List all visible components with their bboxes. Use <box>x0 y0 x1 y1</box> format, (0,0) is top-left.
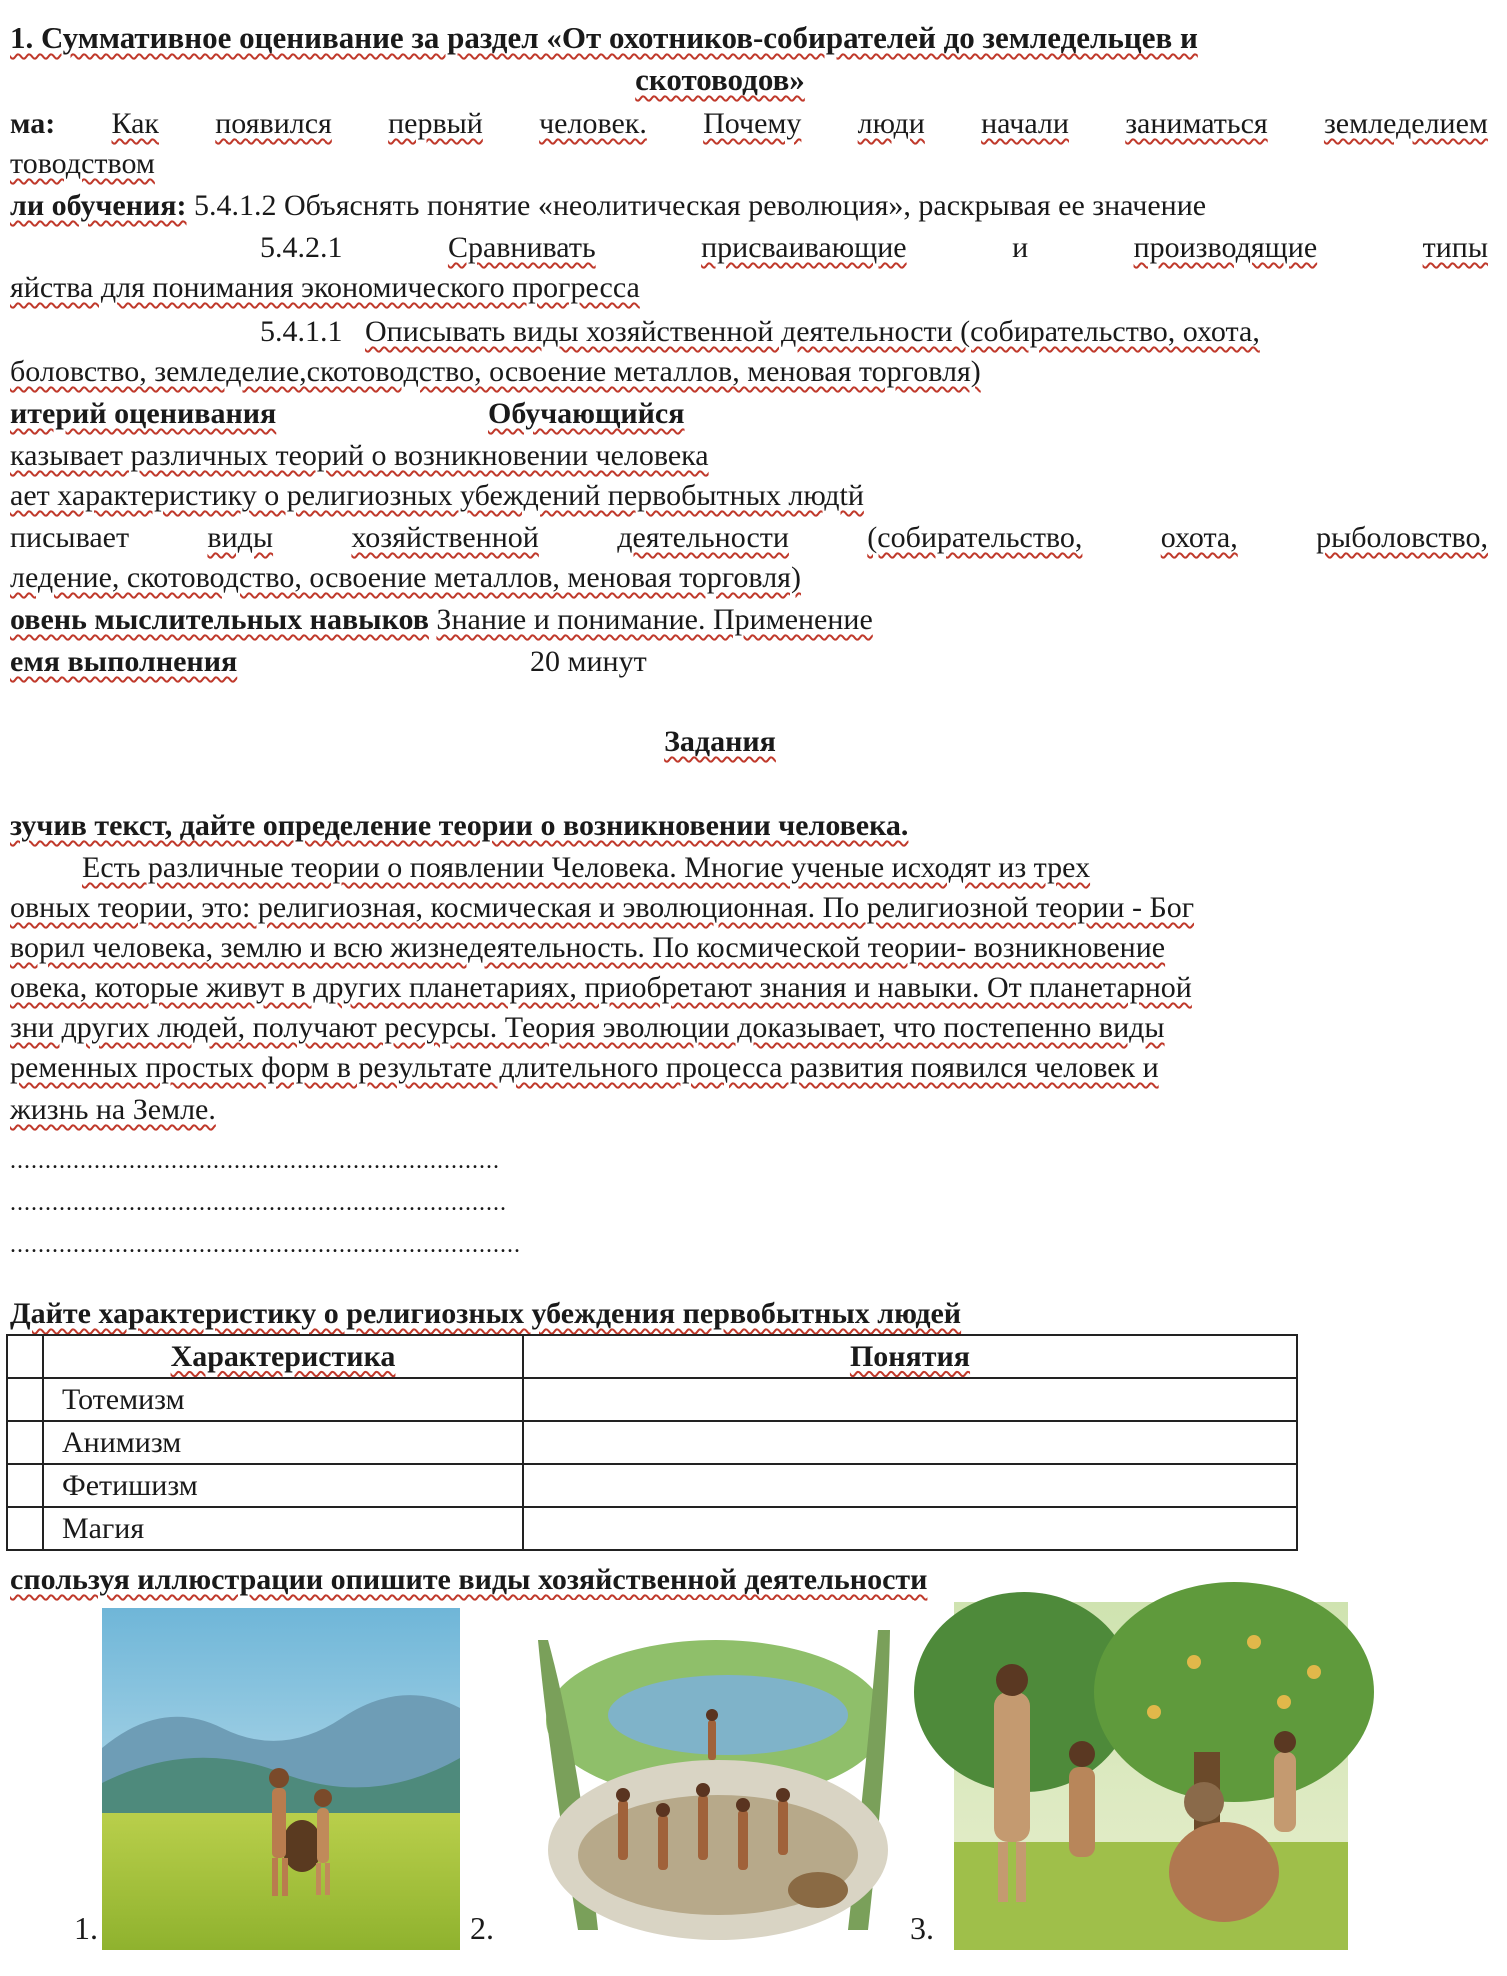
answer-cell[interactable] <box>523 1378 1297 1421</box>
task-1-text-line <box>10 888 1194 928</box>
goals-line-2 <box>260 228 1488 268</box>
goals-line-3-cont <box>10 352 981 392</box>
tasks-heading <box>0 722 1440 762</box>
task-1-heading-text: зучив текст, дайте определение теории о возникновении человека. <box>10 809 909 842</box>
learner-label-text: Обучающийся <box>488 397 685 430</box>
goal-2-cont: яйства для понимания экономического прогресса <box>10 271 640 304</box>
criterion-1 <box>10 436 709 476</box>
goal-3-code: 5.4.1.1 <box>260 315 343 348</box>
topic-word: земледелием <box>1323 107 1488 140</box>
task-1-text: ворил человека, землю и всю жизнедеятельность. По космической теории- возникновение <box>10 931 1166 964</box>
table-header-cell <box>7 1335 43 1378</box>
answer-cell[interactable] <box>523 1507 1297 1550</box>
table-header-cell <box>523 1335 1297 1378</box>
criterion-3-cont-text: ледение, скотоводство, освоение металлов, меновая торговля) <box>10 561 801 594</box>
table-cell: Фетишизм <box>43 1464 523 1507</box>
table-cell <box>7 1464 43 1507</box>
task-1-text-line <box>10 968 1192 1008</box>
table-cell <box>7 1421 43 1464</box>
goal-2-word: Сравнивать <box>447 231 596 264</box>
task-1-text: овека, которые живут в других планетариях, приобретают знания и навыки. От планетарной <box>10 971 1192 1004</box>
task-1-text-line <box>10 1090 216 1130</box>
table-cell: Магия <box>43 1507 523 1550</box>
task-1-text: овных теории, это: религиозная, космическая и эволюционная. По религиозной теории - Бог <box>10 891 1195 924</box>
goal-2-word: и <box>1012 231 1029 264</box>
illustration-label: 1. <box>74 1910 98 1946</box>
table-header-cell <box>43 1335 523 1378</box>
topic-word: Почему <box>703 107 802 140</box>
criterion-3-word: охота, <box>1160 521 1238 554</box>
learner-label <box>488 394 684 434</box>
topic-word: первый <box>388 107 483 140</box>
task-1-text-line <box>82 848 1090 888</box>
task-2-heading-text: Дайте характеристику о религиозных убеждения первобытных людей <box>10 1297 962 1330</box>
criterion-3 <box>10 518 1488 558</box>
table-row <box>7 1507 1297 1550</box>
goal-2-word: типы <box>1422 231 1488 264</box>
time-value-text: 20 минут <box>530 645 647 678</box>
skills-value: Знание и понимание. Применение <box>436 603 873 636</box>
topic-word: заниматься <box>1125 107 1268 140</box>
table-row <box>7 1421 1297 1464</box>
goal-3-cont: боловство, земледелие,скотоводство, освоение металлов, меновая торговля) <box>10 355 981 388</box>
table-cell <box>7 1378 43 1421</box>
criterion-3-word: хозяйственной <box>351 521 539 554</box>
task-1-text: зни других людей, получают ресурсы. Теория эволюции доказывает, что постепенно виды <box>10 1011 1165 1044</box>
goals-line-2-cont <box>10 268 640 308</box>
illustration-hunting <box>102 1608 460 1950</box>
task-1-text-line <box>10 928 1165 968</box>
goal-2-word: производящие <box>1133 231 1318 264</box>
criterion-1-text: казывает различных теорий о возникновении человека <box>10 439 709 472</box>
table-cell <box>7 1507 43 1550</box>
goal-2-word: присваивающие <box>701 231 907 264</box>
skills-label: овень мыслительных навыков <box>10 603 429 636</box>
goals-label: ли обучения: <box>10 189 187 222</box>
goal-3-text: Описывать виды хозяйственной деятельности (собирательство, охота, <box>365 315 1260 348</box>
task-1-heading <box>10 806 908 846</box>
table-row <box>7 1378 1297 1421</box>
title-text-1: 1. Суммативное оценивание за раздел «От охотников-собирателей до земледельцев и <box>10 20 1198 55</box>
criterion-3-word: писывает <box>10 521 130 554</box>
criterion-3-word: деятельности <box>617 521 789 554</box>
answer-line[interactable]: ...................................................................... <box>10 1148 500 1174</box>
illustration-fishing <box>518 1600 914 1952</box>
criterion-3-word: рыболовство, <box>1316 521 1488 554</box>
topic-label: ма: <box>10 107 56 140</box>
answer-line[interactable]: ....................................................................... <box>10 1190 507 1216</box>
table-row <box>7 1464 1297 1507</box>
task-2-heading <box>10 1294 961 1334</box>
criteria-label <box>10 394 276 434</box>
answer-cell[interactable] <box>523 1464 1297 1507</box>
criteria-label-text: итерий оценивания <box>10 397 277 430</box>
goals-line-1 <box>10 186 1206 226</box>
illustration-gathering <box>954 1602 1348 1950</box>
time-label: емя выполнения <box>10 645 238 678</box>
task-3-heading <box>10 1560 927 1600</box>
criterion-3-word: (собирательство, <box>867 521 1083 554</box>
topic-word: люди <box>857 107 925 140</box>
religion-table <box>6 1334 1298 1551</box>
task-1-text-line <box>10 1048 1159 1088</box>
topic-word: появился <box>215 107 332 140</box>
task-1-text: Есть различные теории о появлении Человека. Многие ученые исходят из трех <box>82 851 1091 884</box>
goals-line-3 <box>260 312 1260 352</box>
skills-line <box>10 600 873 640</box>
goal-1: 5.4.1.2 Объяснять понятие «неолитическая революция», раскрывая ее значение <box>194 189 1207 222</box>
table-cell: Тотемизм <box>43 1378 523 1421</box>
document-title-line-2 <box>0 60 1440 100</box>
illustration-label: 3. <box>910 1910 934 1946</box>
topic-line <box>10 104 1488 144</box>
criterion-3-cont <box>10 558 801 598</box>
topic-word: начали <box>981 107 1069 140</box>
table-header-row <box>7 1335 1297 1378</box>
criterion-2 <box>10 476 864 516</box>
time-line <box>10 642 237 682</box>
answer-cell[interactable] <box>523 1421 1297 1464</box>
topic-word: Как <box>111 107 159 140</box>
criterion-2-text: ает характеристику о религиозных убеждений первобытных людtй <box>10 479 864 512</box>
task-1-text: жизнь на Земле. <box>10 1093 216 1126</box>
title-text-2: скотоводов» <box>635 62 805 97</box>
goal-2-word: 5.4.2.1 <box>260 231 343 264</box>
tasks-heading-text: Задания <box>664 725 776 758</box>
topic-word: человек. <box>539 107 647 140</box>
table-cell: Анимизм <box>43 1421 523 1464</box>
topic-continuation <box>10 144 155 184</box>
document-title-line-1 <box>10 18 1198 58</box>
task-3-heading-text: спользуя иллюстрации опишите виды хозяйственной деятельности <box>10 1563 928 1596</box>
header-characteristic: Характеристика <box>170 1339 396 1373</box>
criterion-3-word: виды <box>207 521 274 554</box>
header-concepts: Понятия <box>849 1339 971 1373</box>
answer-line[interactable]: ......................................................................... <box>10 1232 521 1258</box>
illustration-label: 2. <box>470 1910 494 1946</box>
task-1-text: ременных простых форм в результате длительного процесса развития появился человек и <box>10 1051 1159 1084</box>
topic-cont-text: товодством <box>10 147 155 180</box>
time-value <box>530 642 647 682</box>
task-1-text-line <box>10 1008 1165 1048</box>
